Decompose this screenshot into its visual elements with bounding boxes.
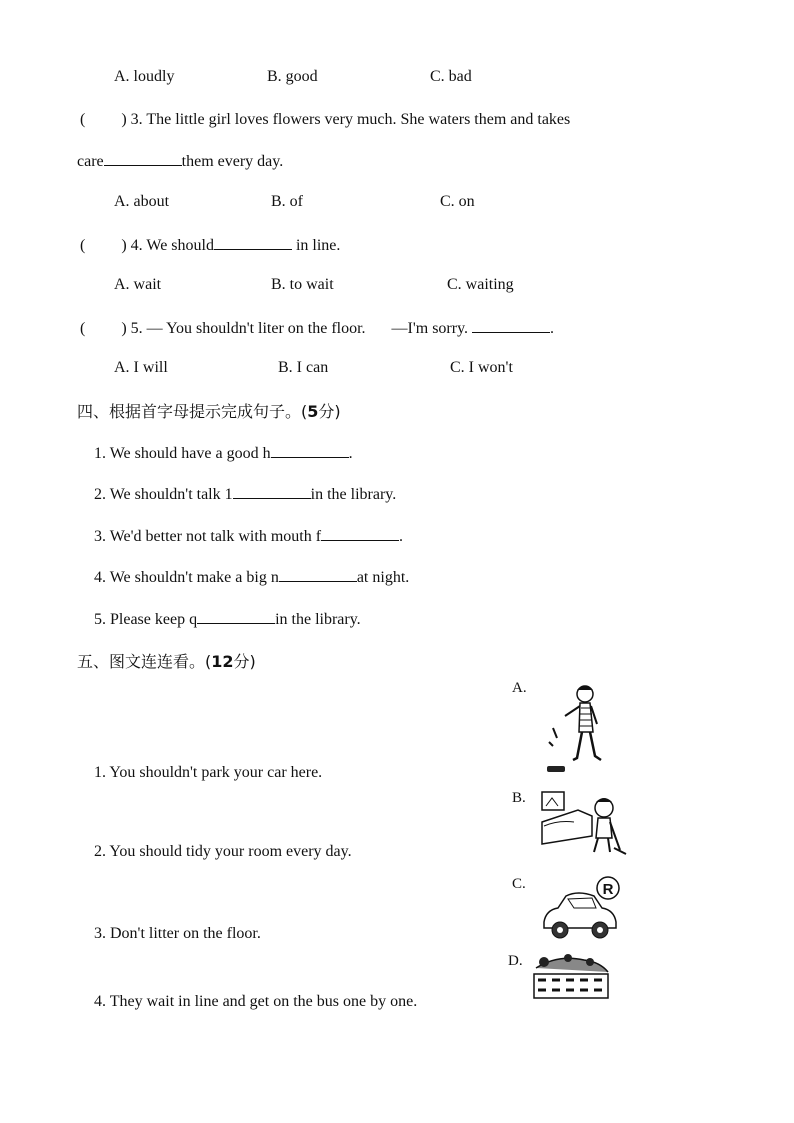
q4-option-c: C. waiting [447, 276, 514, 293]
answer-blank[interactable] [472, 318, 550, 333]
question-text: You shouldn't liter on the floor. [166, 320, 366, 337]
question-text: in line. [295, 237, 341, 254]
q2-option-a: A. loudly [114, 68, 175, 85]
section-points: 5 [307, 402, 319, 421]
item-text: 5. Please keep q [94, 611, 198, 628]
item-text: at night. [356, 569, 410, 586]
answer-blank[interactable] [233, 484, 311, 499]
section-points: 12 [211, 652, 234, 671]
fill-item-4 [94, 567, 409, 587]
fill-item-2 [94, 484, 396, 504]
q2-option-b: B. good [267, 68, 318, 85]
question-number: 5. [130, 320, 143, 337]
item-text: 1. We should have a good h [94, 445, 271, 462]
answer-blank[interactable] [321, 526, 399, 541]
item-text: . [348, 445, 353, 462]
question-number: 4. [130, 237, 143, 254]
match-sentence-3: 3. Don't litter on the floor. [94, 925, 261, 942]
section-title-text: 分) [233, 652, 256, 671]
question-text: them every day. [181, 153, 284, 170]
item-text: 2. We shouldn't talk 1 [94, 486, 233, 503]
picture-label-c: C. [512, 876, 526, 892]
answer-paren[interactable]: ( ) [80, 320, 127, 337]
question-5 [80, 318, 554, 338]
section-4-title [77, 399, 341, 422]
question-text: I'm sorry. [407, 320, 469, 337]
q5-option-b: B. I can [278, 359, 329, 376]
answer-paren[interactable]: ( ) [80, 111, 127, 128]
section-title-text: 四、根据首字母提示完成句子。( [77, 402, 308, 421]
picture-label-d: D. [508, 953, 523, 969]
fill-item-3 [94, 526, 403, 546]
fill-item-5 [94, 609, 361, 629]
q4-option-a: A. wait [114, 276, 162, 293]
question-text: care [77, 153, 104, 170]
answer-blank[interactable] [214, 235, 292, 250]
question-text: The little girl loves flowers very much. She waters them and takes [146, 111, 571, 128]
match-sentence-4: 4. They wait in line and get on the bus one by one. [94, 993, 418, 1010]
question-4 [80, 235, 340, 255]
picture-label-a: A. [512, 680, 527, 696]
q5-option-c: C. I won't [450, 359, 513, 376]
answer-blank[interactable] [104, 151, 182, 166]
queue-picture[interactable] [528, 950, 612, 1004]
section-5-title [77, 649, 256, 672]
dialogue-dash: — [146, 320, 163, 337]
q3-option-a: A. about [114, 193, 170, 210]
match-sentence-1: 1. You shouldn't park your car here. [94, 764, 323, 781]
q3-option-b: B. of [271, 193, 303, 210]
parking-sign-letter: R [602, 881, 614, 898]
q3-option-c: C. on [440, 193, 475, 210]
question-number: 3. [130, 111, 143, 128]
item-text: 3. We'd better not talk with mouth f [94, 528, 322, 545]
section-title-text: 分) [318, 402, 341, 421]
section-title-text: 五、图文连连看。( [77, 652, 212, 671]
answer-blank[interactable] [197, 609, 275, 624]
boy-littering-picture[interactable] [535, 680, 615, 780]
car-parking-picture[interactable] [538, 872, 628, 944]
dialogue-dash: — [391, 320, 408, 337]
answer-paren[interactable]: ( ) [80, 237, 127, 254]
question-3-line2 [77, 151, 283, 171]
question-3 [80, 111, 570, 129]
match-sentence-2: 2. You should tidy your room every day. [94, 843, 352, 860]
q2-option-c: C. bad [430, 68, 472, 85]
item-text: . [399, 528, 404, 545]
item-text: 4. We shouldn't make a big n [94, 569, 279, 586]
item-text: in the library. [310, 486, 397, 503]
tidy-room-picture[interactable] [538, 788, 628, 858]
answer-blank[interactable] [271, 443, 349, 458]
fill-item-1 [94, 443, 353, 463]
picture-label-b: B. [512, 790, 526, 806]
item-text: in the library. [275, 611, 361, 628]
question-text: . [550, 320, 555, 337]
question-text: We should [146, 237, 214, 254]
q4-option-b: B. to wait [271, 276, 334, 293]
answer-blank[interactable] [279, 567, 357, 582]
q5-option-a: A. I will [114, 359, 168, 376]
